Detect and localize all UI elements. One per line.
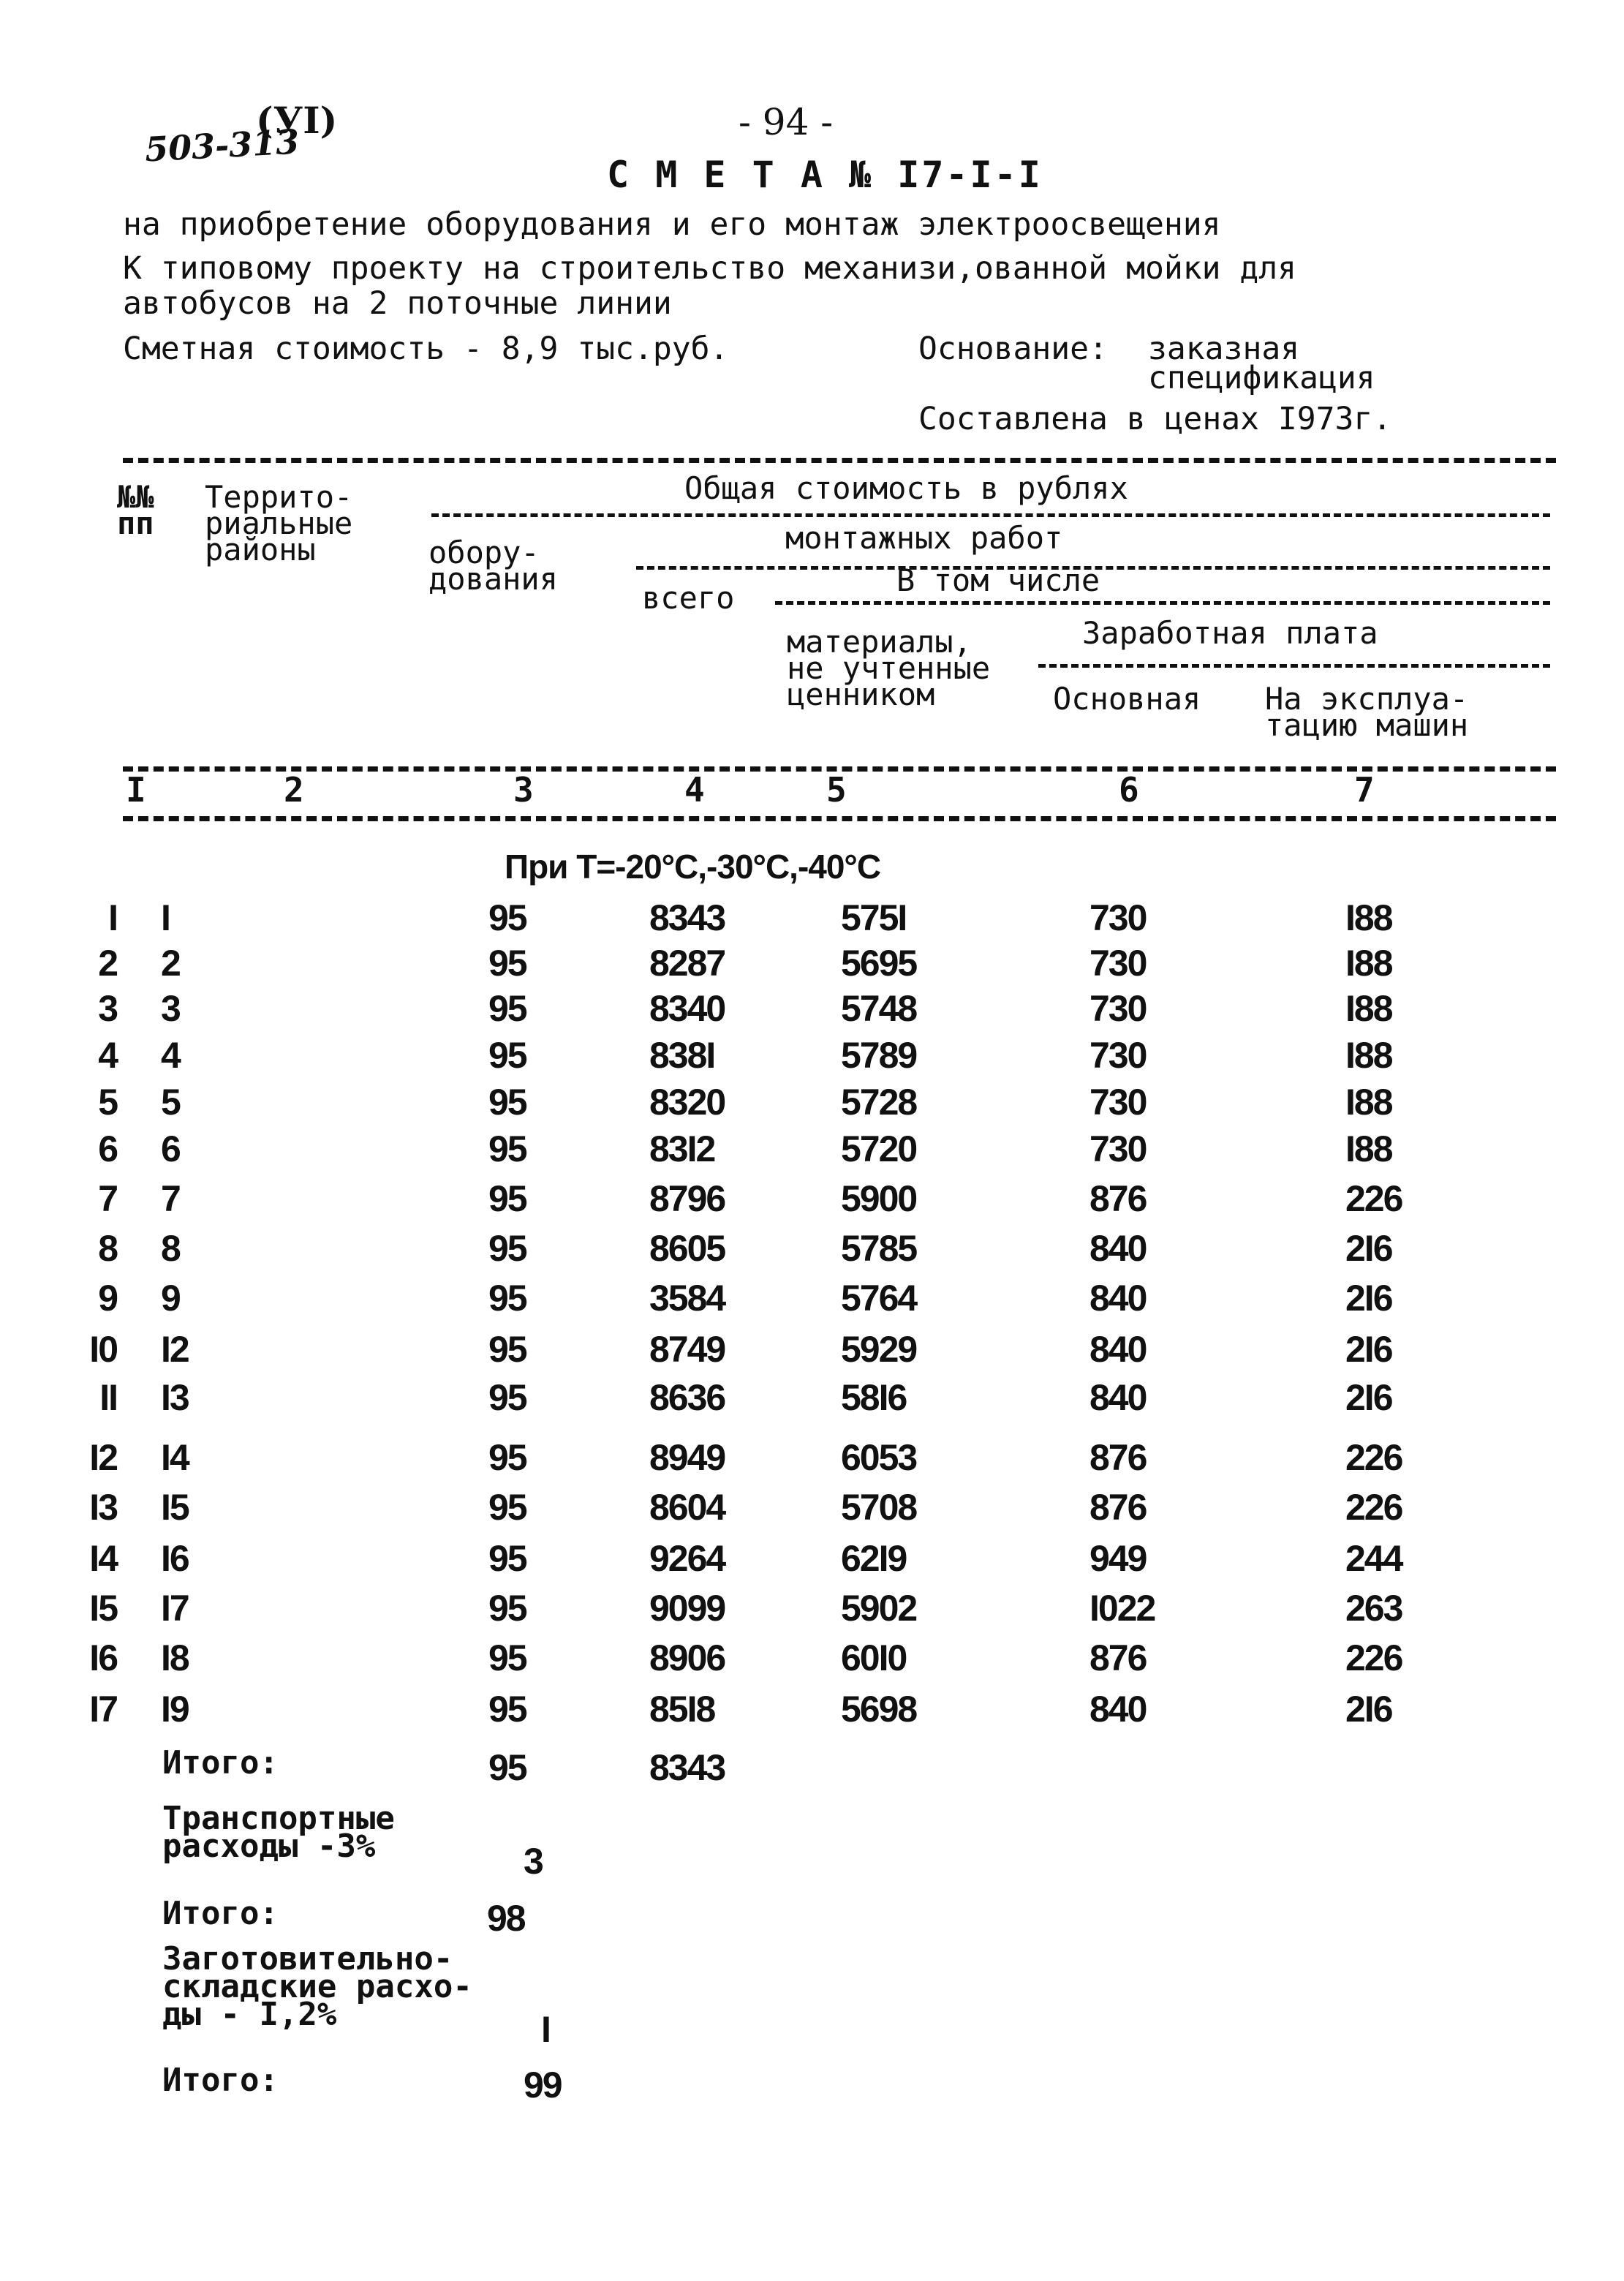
column-number-1: I [126, 770, 146, 810]
equipment-cost: 95 [488, 1487, 526, 1528]
salary-machines: I88 [1345, 1035, 1392, 1076]
document-code: (УI) [256, 99, 338, 142]
region-code: I2 [161, 1329, 189, 1370]
storage-value: I [541, 2009, 550, 2050]
basis-value-line-2: спецификация [1148, 360, 1375, 396]
handwritten-code: 503-313 [143, 121, 301, 170]
subtotal-value-2: 98 [487, 1898, 525, 1939]
transport-value: 3 [524, 1841, 543, 1882]
subtotal-value-3: 99 [524, 2065, 562, 2105]
salary-machines: I88 [1345, 943, 1392, 984]
salary-basic: 730 [1089, 988, 1147, 1029]
row-number: I0 [89, 1329, 117, 1370]
document-title: С М Е Т А № I7-I-I [607, 154, 1043, 196]
materials-cost: 5708 [841, 1487, 917, 1528]
materials-cost: 5720 [841, 1128, 917, 1169]
region-code: 9 [161, 1278, 180, 1319]
salary-basic: 840 [1089, 1377, 1147, 1418]
header-salary: Заработная плата [1082, 615, 1378, 651]
subtotal-equipment-1: 95 [488, 1747, 526, 1788]
price-basis: Составлена в ценах I973г. [918, 401, 1392, 437]
header-equipment: обору- дования [428, 535, 559, 597]
materials-cost: 5695 [841, 943, 917, 984]
salary-basic: 840 [1089, 1228, 1147, 1269]
row-number: 7 [98, 1178, 117, 1219]
install-total-cost: 838I [649, 1035, 715, 1076]
header-materials: материалы, не учтенные ценником [787, 624, 991, 712]
materials-cost: 60I0 [841, 1637, 907, 1678]
equipment-cost: 95 [488, 1538, 526, 1579]
region-code: I8 [161, 1637, 189, 1678]
salary-machines: 226 [1345, 1487, 1402, 1528]
region-code: 4 [161, 1035, 180, 1076]
install-total-cost: 8340 [649, 988, 725, 1029]
install-total-cost: 3584 [649, 1278, 725, 1319]
equipment-cost: 95 [488, 1178, 526, 1219]
install-total-cost: 8320 [649, 1082, 725, 1123]
install-total-cost: 8287 [649, 943, 725, 984]
row-number: 5 [98, 1082, 117, 1123]
region-code: I4 [161, 1437, 189, 1478]
salary-machines: 2I6 [1345, 1278, 1392, 1319]
install-total-cost: 8749 [649, 1329, 725, 1370]
row-number: 4 [98, 1035, 117, 1076]
salary-machines: 2I6 [1345, 1329, 1392, 1370]
materials-cost: 5902 [841, 1588, 917, 1629]
row-number: II [99, 1377, 117, 1418]
materials-cost: 575I [841, 897, 907, 938]
header-salary-basic: Основная [1053, 681, 1201, 717]
materials-cost: 6053 [841, 1437, 917, 1478]
salary-basic: 840 [1089, 1329, 1147, 1370]
subtotal-total-1: 8343 [649, 1747, 725, 1788]
region-code: 3 [161, 988, 180, 1029]
salary-basic: 876 [1089, 1178, 1147, 1219]
install-total-cost: 8949 [649, 1437, 725, 1478]
subtotal-label-2: Итого: [162, 1895, 279, 1932]
row-number: I [108, 897, 117, 938]
row-number: I5 [89, 1588, 117, 1629]
salary-machines: I88 [1345, 897, 1392, 938]
basis-value-line-1: заказная [1148, 331, 1300, 367]
region-code: 6 [161, 1128, 180, 1169]
materials-cost: 62I9 [841, 1538, 907, 1579]
header-installation: монтажных работ [785, 520, 1063, 556]
install-total-cost: 83I2 [649, 1128, 715, 1169]
materials-cost: 5900 [841, 1178, 917, 1219]
heading-line-3: автобусов на 2 поточные линии [123, 285, 672, 322]
column-number-3: 3 [513, 770, 534, 810]
column-number-2: 2 [284, 770, 304, 810]
equipment-cost: 95 [488, 1377, 526, 1418]
temperature-condition: При Т=-20°С,-30°С,-40°С [505, 848, 881, 886]
equipment-cost: 95 [488, 988, 526, 1029]
subtotal-label-1: Итого: [162, 1744, 279, 1782]
estimate-cost: Сметная стоимость - 8,9 тыс.руб. [123, 331, 729, 367]
install-total-cost: 9099 [649, 1588, 725, 1629]
storage-label: Заготовительно- складские расхо- ды - I,2% [162, 1940, 472, 2033]
salary-basic: 876 [1089, 1637, 1147, 1678]
salary-machines: 263 [1345, 1588, 1402, 1629]
install-total-cost: 8605 [649, 1228, 725, 1269]
heading-line-2: К типовому проекту на строительство механизи,ованной мойки для [123, 250, 1297, 287]
header-rule-4 [775, 601, 1550, 605]
region-code: I5 [161, 1487, 189, 1528]
equipment-cost: 95 [488, 1128, 526, 1169]
header-including: В том числе [896, 562, 1100, 598]
header-region: Террито- риальные районы [205, 479, 353, 568]
materials-cost: 5748 [841, 988, 917, 1029]
row-number: I6 [89, 1637, 117, 1678]
salary-basic: I022 [1089, 1588, 1155, 1629]
materials-cost: 5728 [841, 1082, 917, 1123]
materials-cost: 5789 [841, 1035, 917, 1076]
salary-basic: 949 [1089, 1538, 1147, 1579]
region-code: 7 [161, 1178, 180, 1219]
install-total-cost: 9264 [649, 1538, 725, 1579]
header-salary-machines: На эксплуа- тацию машин [1265, 681, 1469, 743]
materials-cost: 5929 [841, 1329, 917, 1370]
materials-cost: 5698 [841, 1689, 917, 1730]
salary-machines: I88 [1345, 988, 1392, 1029]
salary-basic: 730 [1089, 1035, 1147, 1076]
header-install-total: всего [642, 580, 735, 616]
salary-machines: I88 [1345, 1128, 1392, 1169]
equipment-cost: 95 [488, 897, 526, 938]
salary-basic: 876 [1089, 1437, 1147, 1478]
equipment-cost: 95 [488, 1637, 526, 1678]
salary-machines: 2I6 [1345, 1377, 1392, 1418]
salary-basic: 730 [1089, 1082, 1147, 1123]
materials-cost: 58I6 [841, 1377, 907, 1418]
row-number: I7 [89, 1689, 117, 1730]
column-number-6: 6 [1119, 770, 1139, 810]
column-number-7: 7 [1354, 770, 1375, 810]
salary-basic: 730 [1089, 1128, 1147, 1169]
salary-machines: 244 [1345, 1538, 1402, 1579]
install-total-cost: 85I8 [649, 1689, 715, 1730]
row-number: 3 [98, 988, 117, 1029]
install-total-cost: 8906 [649, 1637, 725, 1678]
equipment-cost: 95 [488, 1228, 526, 1269]
region-code: 2 [161, 943, 180, 984]
equipment-cost: 95 [488, 1278, 526, 1319]
salary-machines: 2I6 [1345, 1228, 1392, 1269]
salary-basic: 730 [1089, 897, 1147, 938]
salary-machines: 226 [1345, 1178, 1402, 1219]
row-number: 9 [98, 1278, 117, 1319]
region-code: I7 [161, 1588, 189, 1629]
materials-cost: 5785 [841, 1228, 917, 1269]
equipment-cost: 95 [488, 943, 526, 984]
header-row-number: №№ пп [117, 479, 154, 541]
salary-basic: 876 [1089, 1487, 1147, 1528]
column-number-5: 5 [826, 770, 847, 810]
salary-basic: 840 [1089, 1278, 1147, 1319]
region-code: I6 [161, 1538, 189, 1579]
column-number-4: 4 [684, 770, 705, 810]
materials-cost: 5764 [841, 1278, 917, 1319]
subtotal-label-3: Итого: [162, 2062, 279, 2099]
header-rule-top [123, 458, 1556, 463]
salary-machines: I88 [1345, 1082, 1392, 1123]
salary-machines: 2I6 [1345, 1689, 1392, 1730]
row-number: I3 [89, 1487, 117, 1528]
transport-label: Транспортные расходы -3% [162, 1800, 395, 1865]
header-rule-5 [1038, 664, 1550, 668]
basis-label: Основание: [918, 331, 1108, 367]
install-total-cost: 8343 [649, 897, 725, 938]
row-number: I4 [89, 1538, 117, 1579]
equipment-cost: 95 [488, 1689, 526, 1730]
salary-basic: 730 [1089, 943, 1147, 984]
install-total-cost: 8796 [649, 1178, 725, 1219]
header-total-cost: Общая стоимость в рублях [684, 470, 1128, 506]
row-number: I2 [89, 1437, 117, 1478]
region-code: I3 [161, 1377, 189, 1418]
region-code: I9 [161, 1689, 189, 1730]
region-code: 5 [161, 1082, 180, 1123]
column-numbers-rule [123, 816, 1556, 821]
row-number: 8 [98, 1228, 117, 1269]
equipment-cost: 95 [488, 1082, 526, 1123]
equipment-cost: 95 [488, 1329, 526, 1370]
equipment-cost: 95 [488, 1588, 526, 1629]
equipment-cost: 95 [488, 1437, 526, 1478]
row-number: 2 [98, 943, 117, 984]
salary-basic: 840 [1089, 1689, 1147, 1730]
heading-line-1: на приобретение оборудования и его монтаж электроосвещения [123, 206, 1221, 243]
page-number: - 94 - [739, 101, 834, 143]
region-code: 8 [161, 1228, 180, 1269]
salary-machines: 226 [1345, 1637, 1402, 1678]
region-code: I [161, 897, 170, 938]
salary-machines: 226 [1345, 1437, 1402, 1478]
equipment-cost: 95 [488, 1035, 526, 1076]
row-number: 6 [98, 1128, 117, 1169]
install-total-cost: 8636 [649, 1377, 725, 1418]
header-rule-2 [431, 513, 1550, 517]
install-total-cost: 8604 [649, 1487, 725, 1528]
